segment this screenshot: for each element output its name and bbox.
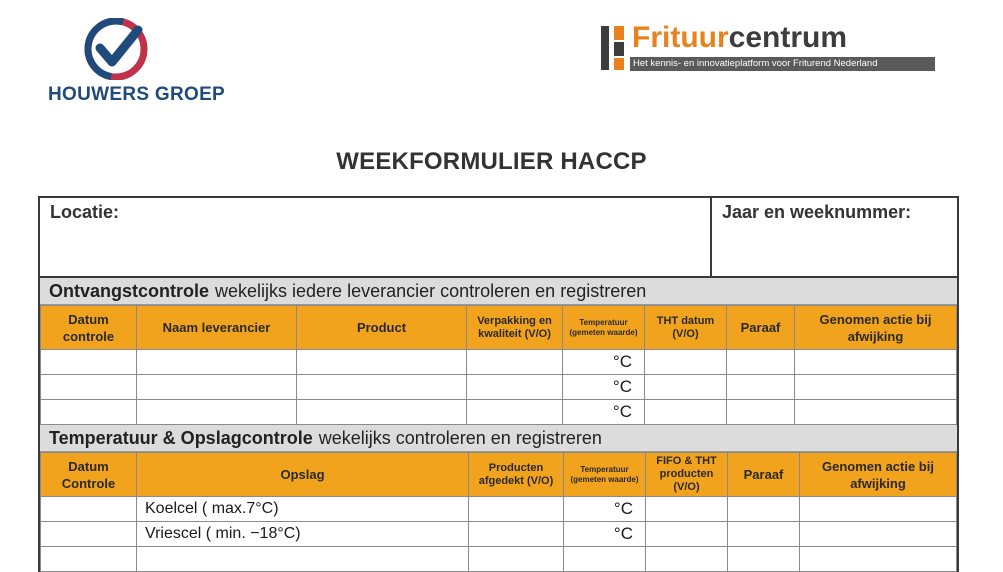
- cell-input[interactable]: [646, 497, 728, 522]
- checkmark-circle-icon: [78, 18, 154, 80]
- table-header-row: [41, 453, 957, 497]
- frituurcentrum-logo: [598, 21, 938, 76]
- fc-name-part1: Frituur: [632, 21, 729, 54]
- col-product: Product: [297, 306, 467, 350]
- cell-input[interactable]: [645, 400, 727, 425]
- col-paraaf: Paraaf: [727, 306, 795, 350]
- temperature-cell[interactable]: °C: [563, 350, 645, 375]
- cell-input[interactable]: [137, 350, 297, 375]
- col-genomen-actie: Genomen actie bij afwijking: [800, 453, 957, 497]
- cell-input[interactable]: [564, 547, 646, 572]
- col-tht-datum: THT datum (V/O): [645, 306, 727, 350]
- section-title-bold: Ontvangstcontrole: [49, 281, 210, 301]
- cell-input[interactable]: [41, 350, 137, 375]
- col-naam-leverancier: Naam leverancier: [137, 306, 297, 350]
- houwers-groep-logo: [48, 18, 226, 113]
- table-header-row: [41, 306, 957, 350]
- page-title: WEEKFORMULIER HACCP: [336, 148, 647, 175]
- col-datum-controle: Datum controle: [41, 306, 137, 350]
- fc-name-part2: centrum: [728, 21, 848, 54]
- nl-flag-icon: [598, 26, 628, 70]
- col-fifo-tht: FIFO & THT producten (V/O): [646, 453, 728, 497]
- houwers-groep-wordmark: HOUWERS GROEP: [48, 84, 226, 105]
- col-genomen-actie: Genomen actie bij afwijking: [795, 306, 957, 350]
- cell-input[interactable]: [41, 375, 137, 400]
- cell-input[interactable]: [137, 547, 469, 572]
- col-opslag: Opslag: [137, 453, 469, 497]
- cell-input[interactable]: [645, 375, 727, 400]
- cell-input[interactable]: [297, 350, 467, 375]
- col-producten-afgedekt: Producten afgedekt (V/O): [469, 453, 564, 497]
- cell-input[interactable]: [795, 375, 957, 400]
- table-row: [41, 547, 957, 572]
- col-temperatuur: Temperatuur (gemeten waarde): [564, 453, 646, 497]
- jaar-weeknummer-field[interactable]: Jaar en weeknummer:: [722, 202, 912, 222]
- cell-input[interactable]: [467, 350, 563, 375]
- table-row: [41, 400, 957, 425]
- section-header-opslag: [40, 425, 957, 452]
- cell-input[interactable]: [728, 522, 800, 547]
- cell-input[interactable]: [795, 400, 957, 425]
- cell-input[interactable]: [41, 547, 137, 572]
- cell-input[interactable]: [645, 350, 727, 375]
- col-verpakking: Verpakking en kwaliteit (V/O): [467, 306, 563, 350]
- cell-input[interactable]: [727, 375, 795, 400]
- cell-input[interactable]: [467, 400, 563, 425]
- table-row: [41, 350, 957, 375]
- temperature-cell[interactable]: °C: [564, 497, 646, 522]
- cell-input[interactable]: [469, 547, 564, 572]
- cell-input[interactable]: [800, 497, 957, 522]
- frituurcentrum-tagline: Het kennis- en innovatieplatform voor Friturend Nederland: [630, 57, 935, 71]
- ontvangst-table: [40, 305, 957, 425]
- temperature-cell[interactable]: °C: [563, 400, 645, 425]
- cell-input[interactable]: [800, 547, 957, 572]
- table-row: [41, 375, 957, 400]
- opslag-label: Vriescel ( min. −18°C): [137, 522, 469, 547]
- temperature-cell[interactable]: °C: [564, 522, 646, 547]
- cell-input[interactable]: [728, 497, 800, 522]
- frituurcentrum-wordmark: [632, 20, 847, 56]
- cell-input[interactable]: [800, 522, 957, 547]
- cell-input[interactable]: [727, 350, 795, 375]
- cell-input[interactable]: [728, 547, 800, 572]
- cell-input[interactable]: [297, 400, 467, 425]
- form-header-row: [40, 198, 957, 278]
- cell-input[interactable]: [795, 350, 957, 375]
- cell-input[interactable]: [137, 400, 297, 425]
- col-paraaf: Paraaf: [728, 453, 800, 497]
- section-title-rest: wekelijks iedere leverancier controleren en registreren: [215, 281, 647, 301]
- cell-input[interactable]: [41, 400, 137, 425]
- opslag-label: Koelcel ( max.7°C): [137, 497, 469, 522]
- cell-input[interactable]: [646, 522, 728, 547]
- temperature-cell[interactable]: °C: [563, 375, 645, 400]
- locatie-field[interactable]: Locatie:: [40, 198, 712, 276]
- col-temperatuur: Temperatuur (gemeten waarde): [563, 306, 645, 350]
- opslag-table: [40, 452, 957, 572]
- cell-input[interactable]: [727, 400, 795, 425]
- cell-input[interactable]: [469, 522, 564, 547]
- cell-input[interactable]: [137, 375, 297, 400]
- cell-input[interactable]: [297, 375, 467, 400]
- table-row: [41, 497, 957, 522]
- section-title-bold: Temperatuur & Opslagcontrole: [49, 428, 313, 448]
- cell-input[interactable]: [41, 497, 137, 522]
- cell-input[interactable]: [41, 522, 137, 547]
- table-row: [41, 522, 957, 547]
- col-datum-controle: Datum Controle: [41, 453, 137, 497]
- cell-input[interactable]: [467, 375, 563, 400]
- section-header-ontvangst: [40, 278, 957, 305]
- section-title-rest: wekelijks controleren en registreren: [318, 428, 602, 448]
- cell-input[interactable]: [646, 547, 728, 572]
- cell-input[interactable]: [469, 497, 564, 522]
- haccp-form: [38, 196, 959, 572]
